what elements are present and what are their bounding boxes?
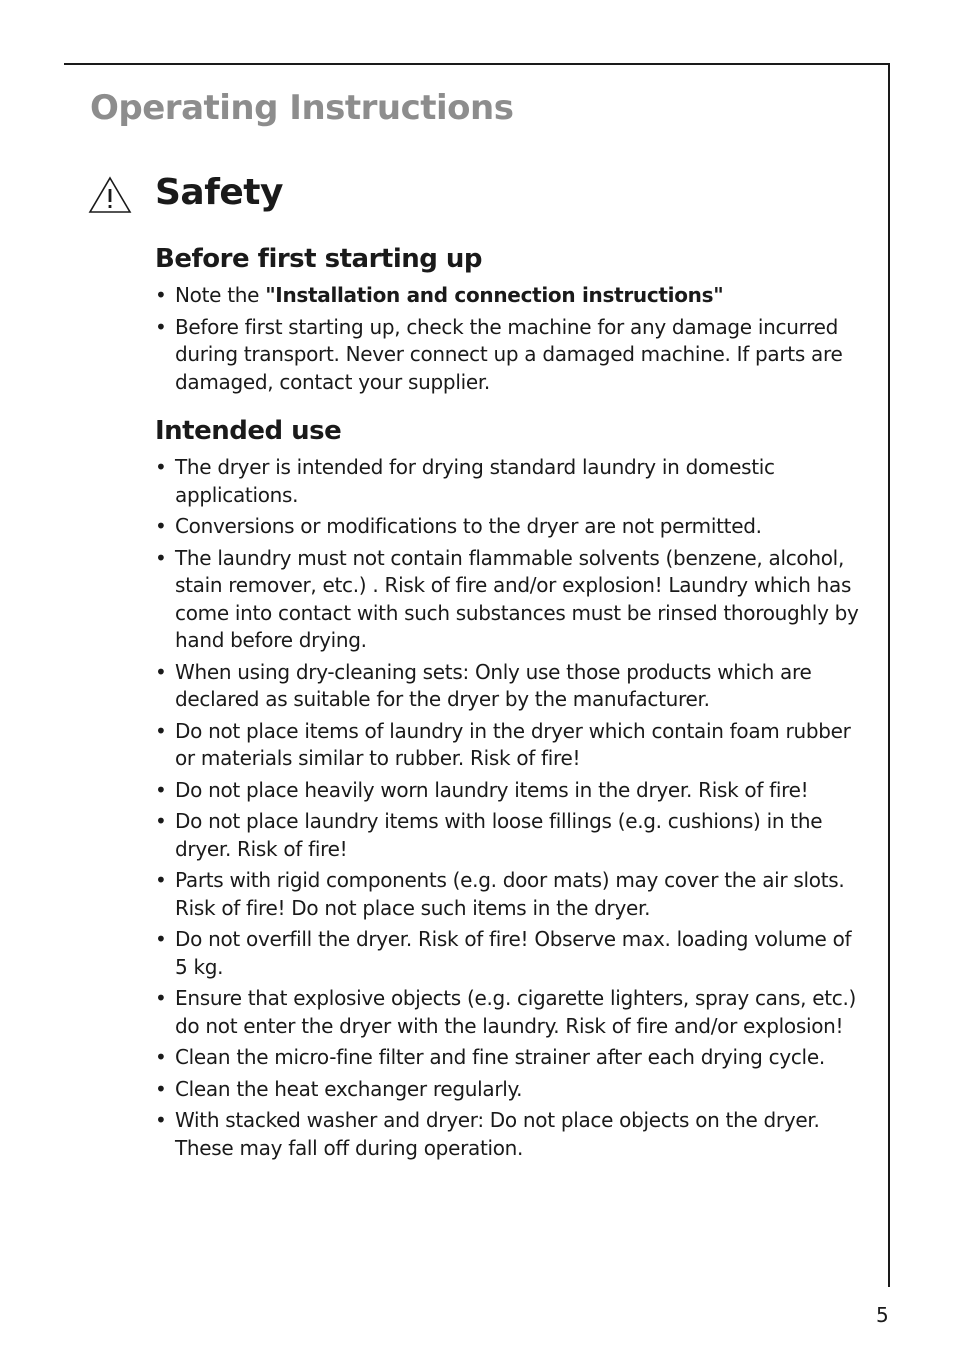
intended-use-heading: Intended use	[155, 416, 342, 446]
installation-instructions-reference: "Installation and connection instructions"	[265, 283, 724, 307]
top-rule	[64, 63, 890, 65]
list-item: • Do not place heavily worn laundry items in the dryer. Risk of fire!	[155, 777, 867, 805]
before-first-starting-up-list	[155, 282, 867, 396]
section-title: Operating Instructions	[90, 88, 514, 128]
page-number: 5	[876, 1303, 889, 1327]
list-item	[155, 282, 867, 310]
list-item: • Do not place items of laundry in the dryer which contain foam rubber or materials similar to rubber. Risk of fire!	[155, 718, 867, 773]
list-item: • Parts with rigid components (e.g. door mats) may cover the air slots. Risk of fire! Do not place such items in the dryer.	[155, 867, 867, 922]
list-item: • Clean the micro-fine filter and fine strainer after each drying cycle.	[155, 1044, 867, 1072]
warning-triangle-icon	[88, 176, 132, 214]
list-item: • Ensure that explosive objects (e.g. cigarette lighters, spray cans, etc.) do not enter the dryer with the laundry. Risk of fire and/or explosion!	[155, 985, 867, 1040]
list-item: • With stacked washer and dryer: Do not place objects on the dryer. These may fall off during operation.	[155, 1107, 867, 1162]
intended-use-list	[155, 454, 867, 1162]
safety-heading: Safety	[155, 172, 283, 213]
note-prefix: Note the	[175, 283, 266, 307]
list-item: • Clean the heat exchanger regularly.	[155, 1076, 867, 1104]
right-margin-rule	[888, 63, 890, 1287]
before-first-starting-up-heading: Before first starting up	[155, 244, 483, 274]
list-item: • Do not overfill the dryer. Risk of fire! Observe max. loading volume of 5 kg.	[155, 926, 867, 981]
list-item: • The dryer is intended for drying standard laundry in domestic applications.	[155, 454, 867, 509]
list-item: • Before first starting up, check the machine for any damage incurred during transport. Never connect up a damaged machine. If parts are damaged, contact your supplier.	[155, 314, 867, 397]
list-item: • The laundry must not contain flammable solvents (benzene, alcohol, stain remover, etc.) . Risk of fire and/or explosion! Laundry which has come into contact with such substances must be rinsed thoroughly by hand before drying.	[155, 545, 867, 655]
list-item: • Do not place laundry items with loose fillings (e.g. cushions) in the dryer. Risk of fire!	[155, 808, 867, 863]
list-item: • Conversions or modifications to the dryer are not permitted.	[155, 513, 867, 541]
safety-content	[155, 240, 867, 1166]
list-item: • When using dry-cleaning sets: Only use those products which are declared as suitable for the dryer by the manufacturer.	[155, 659, 867, 714]
